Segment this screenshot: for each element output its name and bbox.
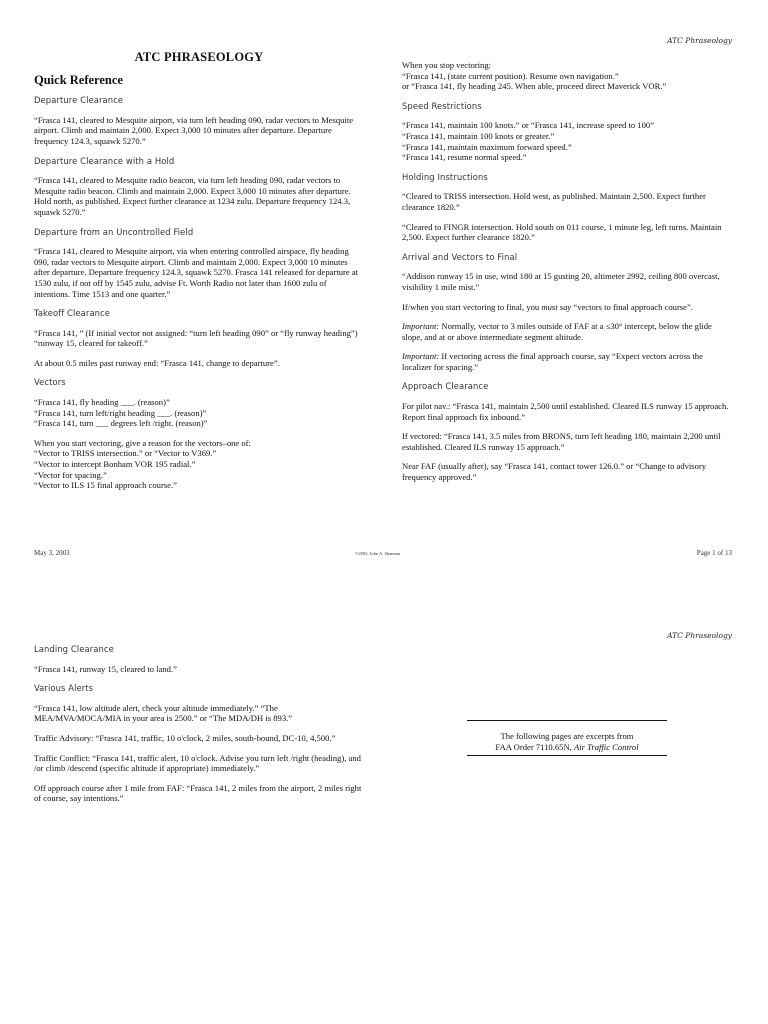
stop-vectoring-line: When you stop vectoring: [402, 60, 492, 70]
paragraph: At about 0.5 miles past runway end: “Frasca 141, change to departure”. [34, 357, 280, 368]
emphasis: must say [541, 301, 572, 312]
vector-reason-line: “Vector to TRISS intersection.” or “Vector to V369.” [34, 448, 217, 459]
vector-reason-line: “Vector for spacing.” [34, 469, 107, 480]
paragraph: Traffic Conflict: “Frasca 141, traffic alert, 10 o'clock. Advise you turn left /right (heading), and /or climb /descend (specific altitude if appropriate) immediately.” [34, 752, 361, 774]
text-run: Normally, vector to 3 miles outside of FAF at a ≤30° intercept, below the glide slope, and at or above intermediate segment altitude. [402, 321, 712, 342]
speed-line: “Frasca 141, maintain 100 knots.” or “Frasca 141, increase speed to 100” [402, 120, 655, 131]
section-heading: Departure Clearance [34, 95, 124, 106]
excerpt-notice [402, 720, 732, 756]
important-label: Important: [402, 321, 440, 332]
section-heading: Takeoff Clearance [34, 308, 111, 319]
paragraph: For pilot nav.: “Frasca 141, maintain 2,500 until established. Cleared ILS runway 15 approach. Report final approach fix inbound.” [402, 401, 729, 422]
document-title: ATC PHRASEOLOGY [134, 50, 264, 64]
excerpt-line: The following pages are excerpts from [500, 731, 634, 741]
vector-line: “Frasca 141, fly heading ___. (reason)” [34, 397, 170, 408]
document-page-2 [0, 610, 768, 1024]
paragraph: “Frasca 141, ” (If initial vector not assigned: “turn left heading 090” or “fly runway heading”) “runway 15, cleared for takeoff.” [34, 327, 358, 349]
stop-vectoring-line: “Frasca 141, (state current position). Resume own navigation.” [402, 70, 619, 81]
left-column [34, 52, 364, 491]
left-column [34, 644, 364, 813]
footer-date: May 3, 2003 [34, 549, 70, 557]
section-heading: Departure Clearance with a Hold [34, 155, 175, 166]
emphasis: Air Traffic Control [573, 742, 639, 752]
section-heading: Holding Instructions [402, 171, 488, 182]
vector-reason-line: “Vector to intercept Bonham VOR 195 radial.” [34, 459, 196, 470]
paragraph: Off approach course after 1 mile from FAF: “Frasca 141, 2 miles from the airport, 2 miles right of course, say intentions.” [34, 782, 362, 804]
speed-line: “Frasca 141, maintain 100 knots or greater.” [402, 130, 555, 141]
paragraph: “Frasca 141, cleared to Mesquite airport, via when entering controlled airspace, fly heading 090, radar vectors to Mesquite airport. Climb and maintain 2,000. Expect 3,000 10 minutes after departure. Departure frequency 124.3, squawk 5270. Frasca 141 released for departure at 1530 zulu, if not off by 1545 zulu, advise Ft. Worth Radio not later than 1600 zulu of intentions. Time 1513 and one quarter.” [34, 246, 359, 299]
important-note [402, 351, 732, 372]
speed-line: “Frasca 141, maintain maximum forward speed.” [402, 141, 572, 152]
excerpt-line [402, 742, 732, 753]
speed-line: “Frasca 141, resume normal speed.” [402, 152, 527, 163]
section-heading: Vectors [34, 377, 66, 388]
paragraph: “Frasca 141, runway 15, cleared to land.” [34, 663, 177, 674]
important-label: Important: [402, 351, 440, 362]
vector-line: “Frasca 141, turn ___ degrees left /right. (reason)” [34, 418, 208, 429]
document-subtitle: Quick Reference [34, 72, 123, 87]
divider [467, 755, 667, 756]
paragraph: Near FAF (usually after), say “Frasca 141, contact tower 126.0.” or “Change to advisory frequency approved.” [402, 461, 707, 483]
section-heading: Approach Clearance [402, 381, 489, 392]
footer-page-number: Page 1 of 13 [696, 549, 732, 557]
paragraph: “Cleared to TRISS intersection. Hold west, as published. Maintain 2,500. Expect further clearance 1820.” [402, 191, 706, 212]
paragraph: “Addison runway 15 in use, wind 180 at 15 gusting 20, altimeter 2992, ceiling 800 overcast, visibility 1 mile mist.” [402, 271, 720, 292]
section-heading: Speed Restrictions [402, 100, 482, 111]
must-say-paragraph [402, 302, 732, 313]
footer-copyright: ©2003, John A. Shannon [355, 551, 401, 556]
text-run: “vectors to final approach course”. [571, 301, 693, 312]
right-column [402, 60, 732, 483]
section-heading: Landing Clearance [34, 644, 114, 654]
paragraph: Traffic Advisory: “Frasca 141, traffic, 10 o'clock, 2 miles, south-bound, DC-10, 4,500.” [34, 732, 336, 743]
paragraph: If vectored: “Frasca 141, 3.5 miles from BRONS, turn left heading 180, maintain 2,200 until established. Cleared ILS runway 15 approach.” [402, 431, 721, 452]
running-head: ATC Phraseology [667, 631, 732, 640]
running-head: ATC Phraseology [667, 36, 732, 45]
section-heading: Various Alerts [34, 683, 94, 694]
important-note [402, 321, 732, 342]
paragraph: “Frasca 141, low altitude alert, check your altitude immediately.” “The MEA/MVA/MOCA/MIA in your area is 2500.” or “The MDA/DH is 893.” [34, 702, 293, 724]
text-run: If vectoring across the final approach course, say “Expect vectors across the localizer for spacing.” [402, 351, 703, 372]
paragraph: “Frasca 141, cleared to Mesquite airport, via turn left heading 090, radar vectors to Mesquite airport. Climb and maintain 2,000. Expect 3,000 10 minutes after departure. Departure frequency 124.3, squawk 5270.” [34, 114, 354, 146]
text-run: If/when you start vectoring to final, you [402, 301, 542, 312]
vector-line: “Frasca 141, turn left/right heading ___. (reason)” [34, 407, 207, 418]
paragraph: “Frasca 141, cleared to Mesquite radio beacon, via turn left heading 090, radar vectors to Mesquite radio beacon. Climb and maintain 2,000. Expect 3,000 10 minutes after departure. Hold north, as published. Expect further clearance at 1234 zulu. Departure frequency 124.3, squawk 5270.” [34, 175, 351, 217]
section-heading: Arrival and Vectors to Final [402, 251, 518, 262]
vector-reason-line: “Vector to ILS 15 final approach course.” [34, 480, 177, 491]
section-heading: Departure from an Uncontrolled Field [34, 226, 194, 237]
stop-vectoring-line: or “Frasca 141, fly heading 245. When able, proceed direct Maverick VOR.” [402, 81, 667, 92]
paragraph: “Cleared to FINGR intersection. Hold south on 011 course, 1 minute leg, left turns. Maintain 2,500. Expect further clearance 1820.” [402, 221, 722, 243]
vector-reason-line: When you start vectoring, give a reason for the vectors–one of: [34, 437, 251, 448]
text-run: FAA Order 7110.65N, [495, 742, 574, 752]
